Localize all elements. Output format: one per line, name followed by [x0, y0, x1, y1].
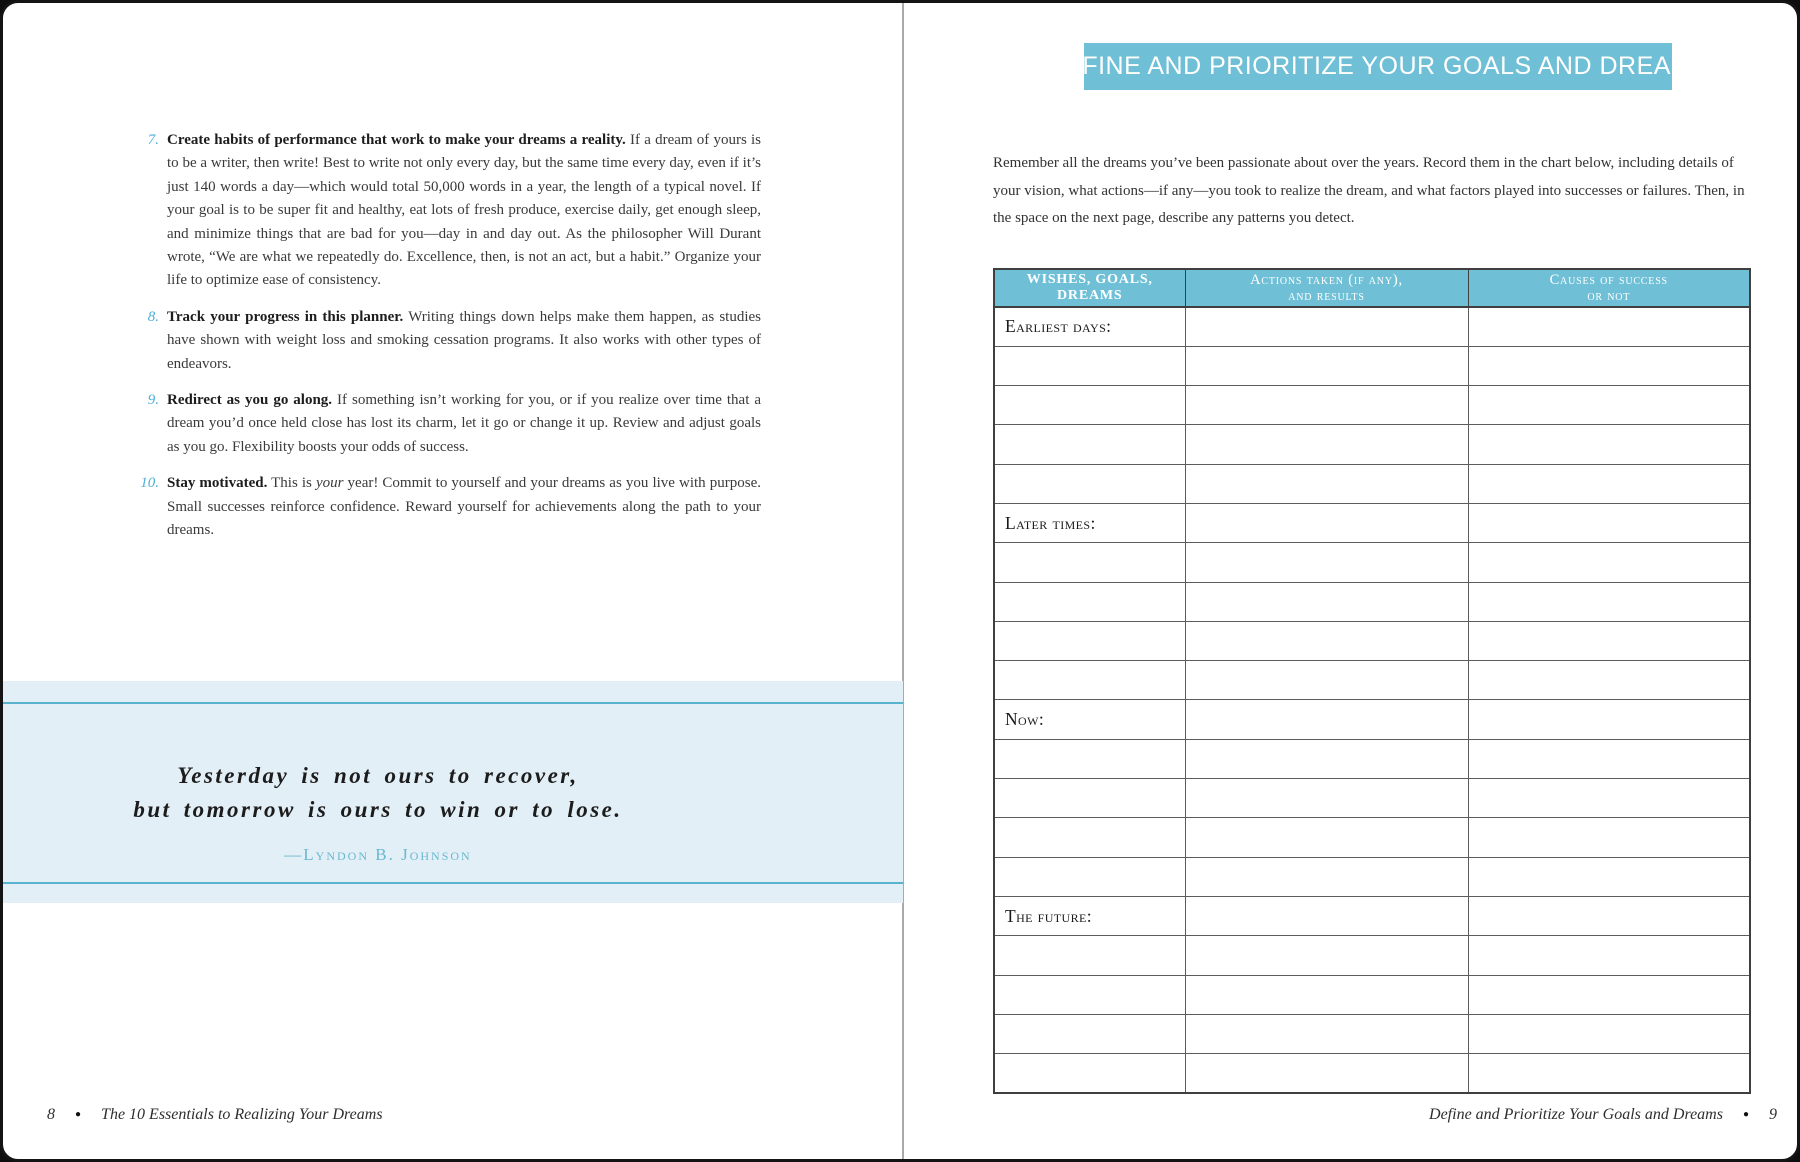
list-item-text: [167, 472, 761, 542]
page-number: 8: [47, 1106, 55, 1123]
list-item-text: [167, 306, 761, 376]
table-cell: [994, 739, 1185, 778]
table-cell: [1468, 464, 1750, 503]
table-row: [994, 1054, 1750, 1093]
list-number: 7.: [147, 132, 159, 148]
left-page-footer: [47, 1106, 383, 1124]
table-cell: [1185, 543, 1468, 582]
table-cell: [1185, 739, 1468, 778]
table-cell: [1185, 346, 1468, 385]
table-cell: [1468, 896, 1750, 935]
table-cell: [1185, 818, 1468, 857]
bullet-separator-icon: ●: [75, 1109, 82, 1120]
list-item-lead: Redirect as you go along.: [167, 392, 333, 409]
table-cell: [1468, 425, 1750, 464]
table-row: [994, 975, 1750, 1014]
table-cell: [1468, 700, 1750, 739]
table-cell: [994, 779, 1185, 818]
intro-paragraph: Remember all the dreams you’ve been passionate about over the years. Record them in the chart below, including details of your vision, what actions—if any—you took to realize the dream, and what factors played into successes or failures. Then, in the space on the next page, describe any patterns you detect.: [993, 155, 1745, 226]
list-number: 9.: [147, 392, 159, 409]
table-cell: [1468, 543, 1750, 582]
table-cell: [1185, 582, 1468, 621]
table-cell: [1468, 975, 1750, 1014]
list-number: 10.: [140, 475, 159, 492]
table-cell: [994, 621, 1185, 660]
table-cell: [994, 936, 1185, 975]
table-cell: [994, 818, 1185, 857]
table-row: [994, 661, 1750, 700]
table-cell: [1185, 307, 1468, 346]
table-cell: [1468, 503, 1750, 542]
table-row: [994, 464, 1750, 503]
table-cell: [1468, 818, 1750, 857]
table-cell: [1468, 779, 1750, 818]
footer-chapter-title: The 10 Essentials to Realizing Your Dreams: [101, 1106, 383, 1123]
table-cell: [1185, 425, 1468, 464]
list-item-italic-word: your: [315, 475, 344, 492]
table-row: [994, 425, 1750, 464]
table-cell: [994, 386, 1185, 425]
list-item-9: [125, 389, 761, 459]
list-item-lead: Track your progress in this planner.: [167, 308, 404, 325]
right-page-footer: [1429, 1106, 1777, 1124]
table-row: [994, 543, 1750, 582]
table-cell: [994, 464, 1185, 503]
table-cell: [1468, 621, 1750, 660]
table-cell: [1185, 464, 1468, 503]
footer-chapter-title: Define and Prioritize Your Goals and Dreams: [1429, 1106, 1723, 1123]
table-row: [994, 386, 1750, 425]
table-cell: [994, 1054, 1185, 1093]
table-row: [994, 1014, 1750, 1053]
table-header-row: [994, 269, 1750, 307]
quote-rule-bottom: [3, 882, 903, 884]
table-cell: [994, 425, 1185, 464]
section-label-now: Now:: [994, 700, 1185, 739]
table-cell: [1468, 661, 1750, 700]
list-item-body: If a dream of yours is to be a writer, then write! Best to write not only every day, but the same time every day, even if it’s just 140 words a day—which would total 50,000 words in a year, the length of a typical novel. If your goal is to be super fit and healthy, eat lots of fresh produce, exercise daily, get enough sleep, and minimize things that are bad for you—day in and day out. As the philosopher Will Durant wrote, “We are what we repeatedly do. Excellence, then, is not an act, but a habit.” Organize your life to optimize ease of consistency.: [167, 132, 761, 289]
table-cell: [1185, 700, 1468, 739]
list-item-7: [125, 129, 761, 293]
quote-attribution: —Lyndon B. Johnson: [284, 845, 472, 864]
table-cell: [1468, 936, 1750, 975]
list-item-text: [167, 389, 761, 459]
quote-line-1: Yesterday is not ours to recover,: [177, 763, 579, 788]
quote-rule-top: [3, 702, 903, 704]
table-header-wishes-goals-dreams: WISHES, GOALS, DREAMS: [994, 269, 1185, 307]
list-item-lead: Create habits of performance that work to make your dreams a reality.: [167, 132, 626, 148]
table-cell: [1468, 386, 1750, 425]
table-header-actions-taken: Actions taken (if any), and results: [1185, 269, 1468, 307]
right-page: [903, 3, 1800, 1159]
numbered-list: [125, 129, 761, 556]
table-cell: [1468, 739, 1750, 778]
table-cell: [1185, 936, 1468, 975]
list-item-body: If something isn’t working for you, or if you realize over time that a dream you’d once held close has lost its charm, let it go or change it up. Review and adjust goals as you go. Flexibility boosts your odds of success.: [167, 392, 762, 455]
table-row: [994, 307, 1750, 346]
table-cell: [1185, 975, 1468, 1014]
list-item-body-post: year! Commit to yourself and your dreams as you live with purpose. Small successes reinforce confidence. Reward yourself for achievements along the path to your dreams.: [167, 475, 761, 539]
table-cell: [1185, 1054, 1468, 1093]
section-label-the-future: The future:: [994, 896, 1185, 935]
dreams-table: [993, 268, 1751, 1094]
table-header-causes-of-success: Causes of success or not: [1468, 269, 1750, 307]
table-cell: [1468, 857, 1750, 896]
table-cell: [994, 346, 1185, 385]
table-cell: [1185, 621, 1468, 660]
quote-text: [3, 759, 753, 827]
list-item-8: [125, 306, 761, 376]
table-cell: [1185, 896, 1468, 935]
table-cell: [994, 857, 1185, 896]
table-row: [994, 346, 1750, 385]
table-cell: [994, 661, 1185, 700]
list-item-lead: Stay motivated.: [167, 475, 268, 492]
table-cell: [1468, 307, 1750, 346]
table-cell: [994, 543, 1185, 582]
list-number: 8.: [147, 308, 159, 325]
table-cell: [994, 1014, 1185, 1053]
table-row: [994, 936, 1750, 975]
table-cell: [1185, 1014, 1468, 1053]
table-cell: [1468, 1054, 1750, 1093]
table-cell: [1468, 1014, 1750, 1053]
chapter-title-banner: DEFINE AND PRIORITIZE YOUR GOALS AND DREAMS: [1084, 43, 1672, 90]
table-row: [994, 700, 1750, 739]
bullet-separator-icon: ●: [1742, 1109, 1749, 1120]
table-cell: [1185, 779, 1468, 818]
section-label-earliest-days: Earliest days:: [994, 307, 1185, 346]
list-item-body: Writing things down helps make them happen, as studies have shown with weight loss and smoking cessation programs. It also works with other types of endeavors.: [167, 308, 761, 372]
table-row: [994, 818, 1750, 857]
quote-block: [3, 681, 903, 903]
table-row: [994, 857, 1750, 896]
table-row: [994, 503, 1750, 542]
list-item-body-pre: This is: [271, 475, 312, 492]
table-cell: [1185, 503, 1468, 542]
table-cell: [1185, 386, 1468, 425]
list-item-text: [167, 129, 761, 293]
table-cell: [1468, 582, 1750, 621]
table-cell: [994, 582, 1185, 621]
section-label-later-times: Later times:: [994, 503, 1185, 542]
table-cell: [1468, 346, 1750, 385]
table-row: [994, 621, 1750, 660]
left-page: [3, 3, 903, 1159]
table-cell: [1185, 661, 1468, 700]
page-number: 9: [1769, 1106, 1777, 1123]
quote-line-2: but tomorrow is ours to win or to lose.: [133, 797, 623, 822]
table-row: [994, 779, 1750, 818]
table-row: [994, 739, 1750, 778]
table-row: [994, 582, 1750, 621]
table-cell: [1185, 857, 1468, 896]
table-cell: [994, 975, 1185, 1014]
table-row: [994, 896, 1750, 935]
list-item-10: [125, 472, 761, 542]
